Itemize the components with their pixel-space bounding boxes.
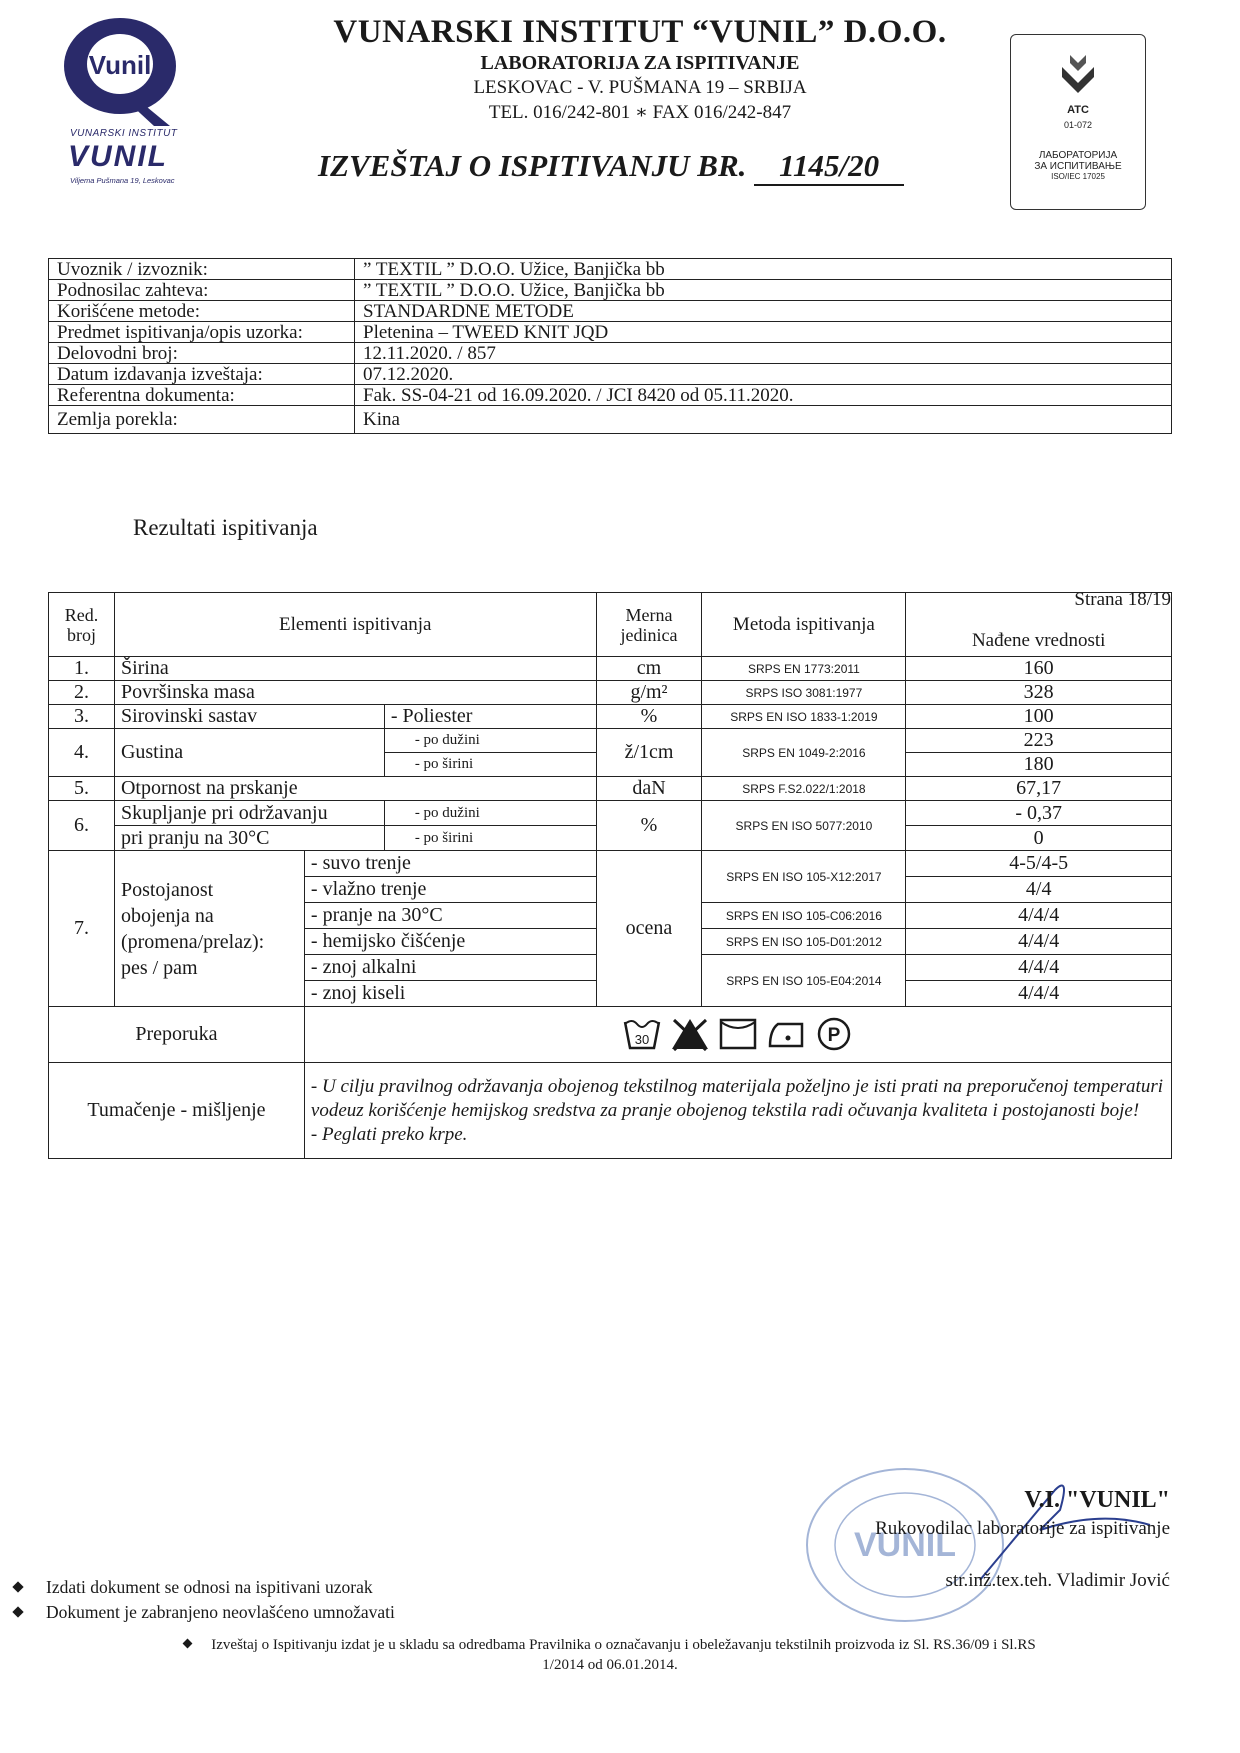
row-unit: ž/1cm <box>596 729 702 777</box>
wash-30-icon <box>622 1016 662 1052</box>
lab-name: LABORATORIJA ZA ISPITIVANJE <box>480 52 800 74</box>
logo-letters: Vunil <box>88 50 152 80</box>
row-subelement: - znoj kiseli <box>304 981 596 1007</box>
institute-phone: TEL. 016/242-801 ∗ FAX 016/242-847 <box>488 102 792 123</box>
header-value-label: Nađene vrednosti <box>971 630 1106 651</box>
info-value: 07.12.2020. <box>355 364 1172 385</box>
row-method: SRPS ISO 3081:1977 <box>702 681 906 705</box>
row-value: 4/4/4 <box>906 981 1172 1007</box>
info-label: Podnosilac zahteva: <box>49 280 355 301</box>
header-no: Red. broj <box>49 593 115 657</box>
signature-org: V.I. "VUNIL" <box>1024 1487 1170 1513</box>
accreditation-number: 01-072 <box>1063 120 1093 130</box>
row-number: 7. <box>49 851 115 1007</box>
row-unit: % <box>596 801 702 851</box>
row-value: - 0,37 <box>906 801 1172 826</box>
info-row <box>49 364 1172 385</box>
result-row-density <box>49 729 1172 753</box>
logo-subtitle: VUNARSKI INSTITUT <box>70 128 178 139</box>
info-value: Fak. SS-04-21 od 16.09.2020. / JCI 8420 od 05.11.2020. <box>355 385 1172 406</box>
info-label: Referentna dokumenta: <box>49 385 355 406</box>
result-row-shrinkage <box>49 801 1172 826</box>
bullet-icon <box>12 1606 23 1617</box>
info-value: ” TEXTIL ” D.O.O. Užice, Banjička bb <box>355 259 1172 280</box>
row-method: SRPS EN 1773:2011 <box>702 657 906 681</box>
row-value: 328 <box>906 681 1172 705</box>
institute-address: LESKOVAC - V. PUŠMANA 19 – SRBIJA <box>473 77 807 98</box>
row-value: 100 <box>906 705 1172 729</box>
row-method: SRPS EN ISO 105-X12:2017 <box>702 851 906 903</box>
accreditation-code: ATC <box>1067 104 1089 116</box>
stamp-text: VUNIL <box>854 1526 956 1564</box>
row-value: 4-5/4-5 <box>906 851 1172 877</box>
row-number: 3. <box>49 705 115 729</box>
result-row-mass <box>49 681 1172 705</box>
recommendation-label: Preporuka <box>49 1007 305 1063</box>
opinion-row <box>49 1063 1172 1159</box>
row-subelement: - hemijsko čišćenje <box>304 929 596 955</box>
row-subelement: - po dužini <box>384 801 596 826</box>
info-row <box>49 343 1172 364</box>
row-subelement: - po širini <box>384 826 596 851</box>
row-number: 4. <box>49 729 115 777</box>
row-unit: ocena <box>596 851 702 1007</box>
row-value: 0 <box>906 826 1172 851</box>
result-row-composition <box>49 705 1172 729</box>
footer-note-2: Dokument je zabranjeno neovlašćeno umnožavati <box>14 1602 395 1623</box>
row-subelement: - znoj alkalni <box>304 955 596 981</box>
row-element: Skupljanje pri održavanju <box>114 801 384 826</box>
logo-address: Viljema Pušmana 19, Leskovac <box>70 176 175 185</box>
accreditation-line2: ЗА ИСПИТИВАЊЕ <box>1034 161 1122 172</box>
row-number: 1. <box>49 657 115 681</box>
page-number: Strana 18/19 <box>1074 589 1171 610</box>
tumble-dry-icon <box>718 1016 758 1052</box>
row-subelement: - suvo trenje <box>304 851 596 877</box>
opinion-line: - Peglati preko krpe. <box>310 1123 468 1145</box>
info-row <box>49 280 1172 301</box>
header-value <box>906 589 1172 657</box>
opinion-line: - U cilju pravilnog održavanja obojenog tekstilnog materijala poželjno je isti prati na preporučenoj temperaturi vodeuz korišćenje hemijskog sredstva za pranje obojenog tekstila radi očuvanja kvaliteta i postojanosti boje! <box>310 1075 1164 1121</box>
row-method: SRPS EN ISO 5077:2010 <box>702 801 906 851</box>
row-element: pri pranju na 30°C <box>114 826 384 851</box>
row-unit: daN <box>596 777 702 801</box>
q-logo-icon <box>58 14 188 130</box>
fastness-line: pes / pam <box>120 956 198 979</box>
row-subelement: - po dužini <box>384 729 596 753</box>
row-number: 6. <box>49 801 115 851</box>
results-table <box>48 589 1172 1159</box>
row-method: SRPS EN ISO 105-C06:2016 <box>702 903 906 929</box>
info-label: Predmet ispitivanja/opis uzorka: <box>49 322 355 343</box>
info-value: Kina <box>355 406 1172 434</box>
info-row <box>49 406 1172 434</box>
info-label: Korišćene metode: <box>49 301 355 322</box>
wash-temperature: 30 <box>634 1032 650 1047</box>
row-value: 4/4 <box>906 877 1172 903</box>
row-subelement: - pranje na 30°C <box>304 903 596 929</box>
info-value: Pletenina – TWEED KNIT JQD <box>355 322 1172 343</box>
footer-note-1: Izdati dokument se odnosi na ispitivani uzorak <box>14 1577 373 1598</box>
row-element: Površinska masa <box>114 681 596 705</box>
row-value: 4/4/4 <box>906 955 1172 981</box>
header-unit: Merna jedinica <box>596 593 702 657</box>
svg-text:P: P <box>827 1025 841 1046</box>
fastness-line: obojenja na <box>120 904 214 927</box>
row-value: 160 <box>906 657 1172 681</box>
recommendation-row <box>49 1007 1172 1063</box>
no-bleach-icon <box>670 1016 710 1052</box>
info-label: Zemlja porekla: <box>49 406 355 434</box>
accreditation-line1: ЛАБОРАТОРИЈА <box>1038 150 1118 161</box>
row-subelement: - Poliester <box>384 705 596 729</box>
row-value: 223 <box>906 729 1172 753</box>
info-row <box>49 385 1172 406</box>
logo-wordmark: VUNIL <box>68 140 168 173</box>
signature-block <box>875 1487 1170 1592</box>
bullet-icon <box>12 1581 23 1592</box>
row-value: 67,17 <box>906 777 1172 801</box>
opinion-label: Tumačenje - mišljenje <box>49 1063 305 1159</box>
footer-note-3: Izveštaj o Ispitivanju izdat je u skladu sa odredbama Pravilnika o označavanju i obeležavanju tekstilnih proizvoda iz Sl. RS.36/09 i Sl.RS 1/2014 od 06.01.2014. <box>180 1635 1040 1675</box>
row-method: SRPS F.S2.022/1:2018 <box>702 777 906 801</box>
result-row-fastness <box>49 851 1172 877</box>
accreditation-icon <box>1058 53 1098 97</box>
row-element: Gustina <box>114 729 384 777</box>
row-value: 4/4/4 <box>906 903 1172 929</box>
info-label: Delovodni broj: <box>49 343 355 364</box>
fastness-line: (promena/prelaz): <box>120 930 265 953</box>
row-method: SRPS EN ISO 105-D01:2012 <box>702 929 906 955</box>
row-unit: g/m² <box>596 681 702 705</box>
row-method: SRPS EN ISO 1833-1:2019 <box>702 705 906 729</box>
results-header-row <box>49 593 1172 657</box>
info-row <box>49 301 1172 322</box>
result-row-width <box>49 657 1172 681</box>
info-value: 12.11.2020. / 857 <box>355 343 1172 364</box>
row-element: Otpornost na prskanje <box>114 777 596 801</box>
report-heading <box>318 148 904 186</box>
row-element <box>114 851 304 1007</box>
fastness-line: Postojanost <box>120 878 214 901</box>
care-symbols <box>304 1007 1171 1063</box>
report-number: 1145/20 <box>754 148 904 186</box>
row-value: 180 <box>906 753 1172 777</box>
results-title: Rezultati ispitivanja <box>133 515 318 540</box>
iron-low-icon <box>766 1016 806 1052</box>
row-subelement: - vlažno trenje <box>304 877 596 903</box>
row-number: 5. <box>49 777 115 801</box>
info-row <box>49 259 1172 280</box>
header-method: Metoda ispitivanja <box>702 593 906 657</box>
institute-title: VUNARSKI INSTITUT “VUNIL” D.O.O. <box>333 14 947 50</box>
row-subelement: - po širini <box>384 753 596 777</box>
signature-role: Rukovodilac laboratorije za ispitivanje <box>875 1518 1170 1539</box>
info-row <box>49 322 1172 343</box>
result-row-spray <box>49 777 1172 801</box>
report-prefix: IZVEŠTAJ O ISPITIVANJU BR. <box>318 148 747 183</box>
row-number: 2. <box>49 681 115 705</box>
dry-clean-p-icon <box>814 1016 854 1052</box>
info-label: Uvoznik / izvoznik: <box>49 259 355 280</box>
row-value: 4/4/4 <box>906 929 1172 955</box>
row-method: SRPS EN ISO 105-E04:2014 <box>702 955 906 1007</box>
info-value: ” TEXTIL ” D.O.O. Užice, Banjička bb <box>355 280 1172 301</box>
opinion-text <box>304 1063 1171 1159</box>
row-unit: cm <box>596 657 702 681</box>
signature-name: str.inž.tex.teh. Vladimir Jović <box>945 1570 1170 1591</box>
bullet-icon <box>183 1639 193 1649</box>
row-element: Širina <box>114 657 596 681</box>
accreditation-line3: ISO/IEC 17025 <box>1051 172 1105 181</box>
row-method: SRPS EN 1049-2:2016 <box>702 729 906 777</box>
info-label: Datum izdavanja izveštaja: <box>49 364 355 385</box>
institute-logo <box>58 14 228 194</box>
row-unit: % <box>596 705 702 729</box>
report-info-table <box>48 258 1172 434</box>
header-element: Elementi ispitivanja <box>114 593 596 657</box>
info-value: STANDARDNE METODE <box>355 301 1172 322</box>
row-element: Sirovinski sastav <box>114 705 384 729</box>
accreditation-badge <box>1010 34 1146 210</box>
